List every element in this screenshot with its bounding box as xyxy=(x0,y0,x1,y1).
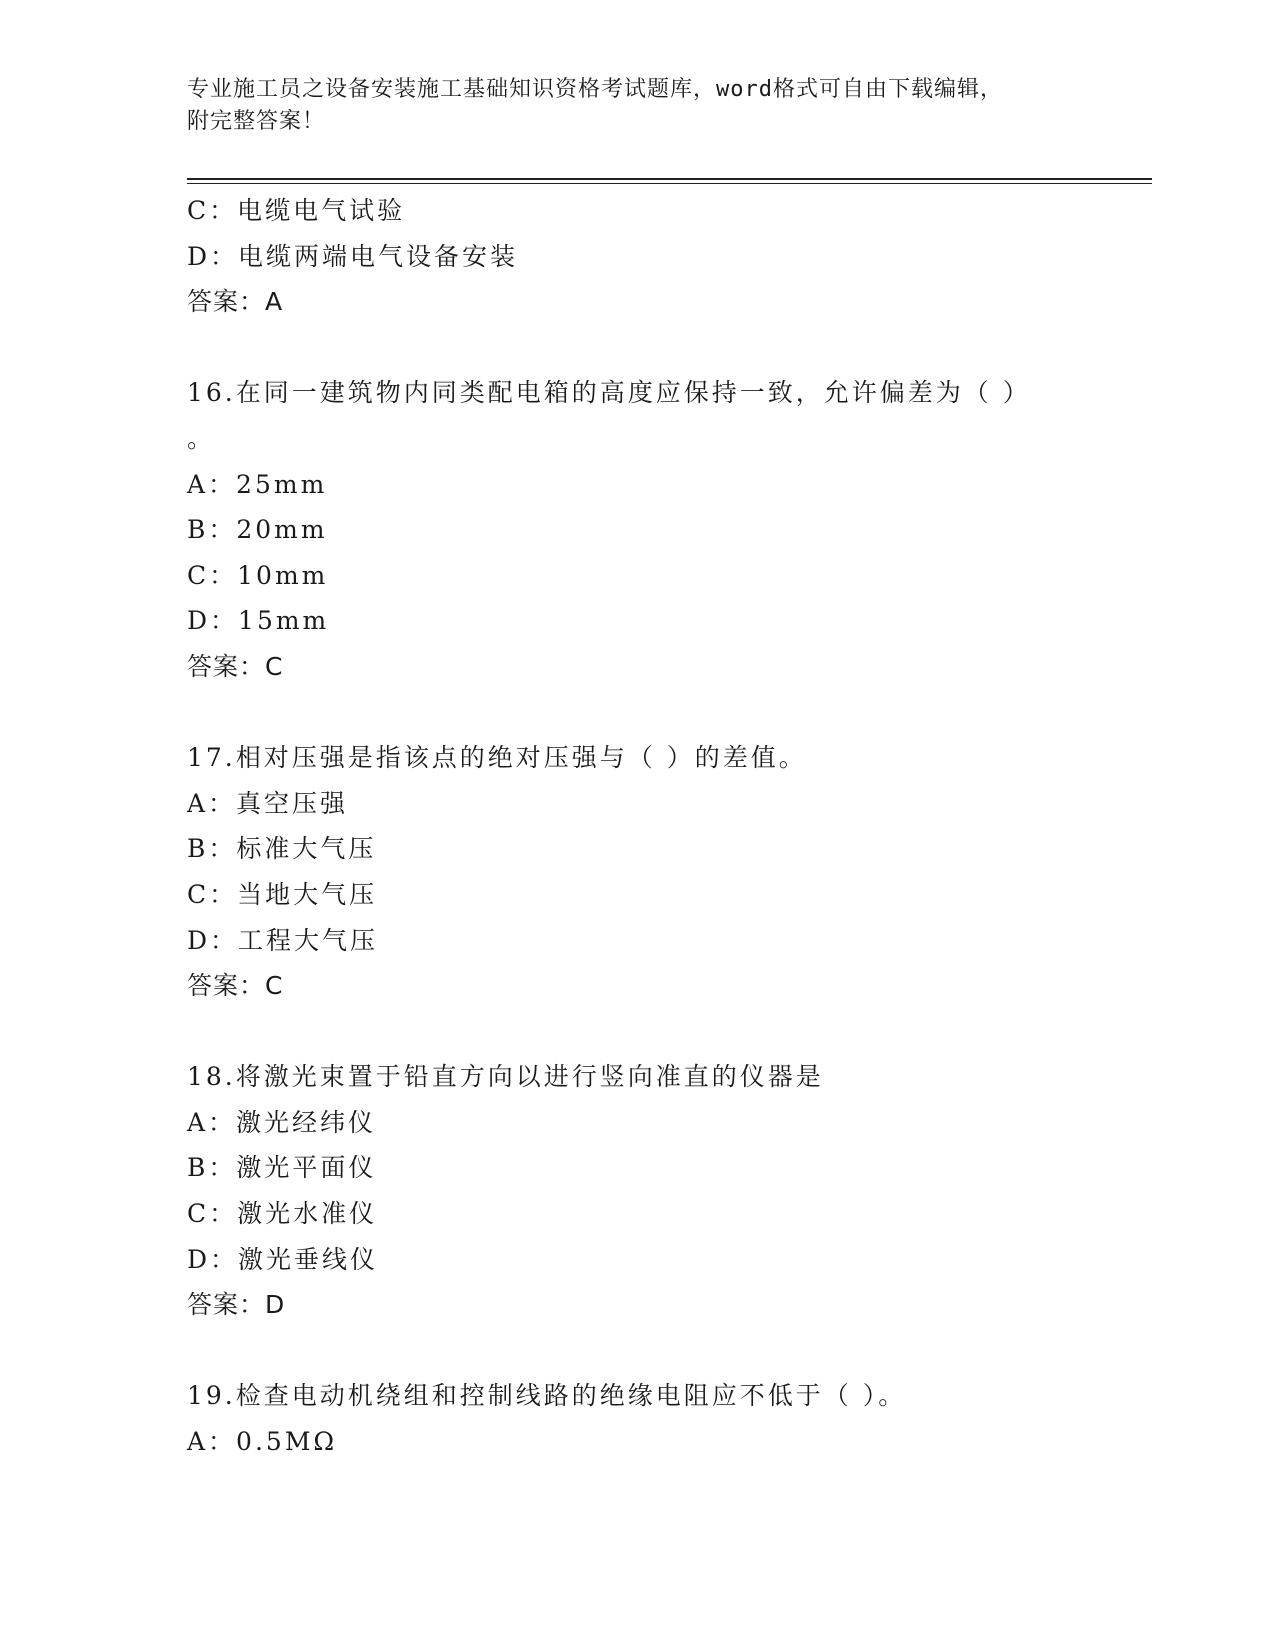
option-b: B：激光平面仪 xyxy=(187,1153,377,1183)
option-c: C：当地大气压 xyxy=(187,879,378,909)
header-line-1: 专业施工员之设备安装施工基础知识资格考试题库，word格式可自由下载编辑， xyxy=(187,77,1003,102)
spacer xyxy=(187,1328,1147,1374)
spacer xyxy=(187,690,1147,736)
option-d: D：激光垂线仪 xyxy=(187,1244,379,1274)
spacer xyxy=(187,325,1147,371)
question-title: 17.相对压强是指该点的绝对压强与（ ）的差值。 xyxy=(187,743,807,773)
option-d: D：工程大气压 xyxy=(187,925,379,955)
question-title: 18.将激光束置于铅直方向以进行竖向准直的仪器是 xyxy=(187,1062,824,1092)
header-rule-thin xyxy=(187,183,1152,184)
header-rule-thick xyxy=(187,178,1152,180)
option-b: B：20mm xyxy=(187,515,328,545)
question-title: 19.检查电动机绕组和控制线路的绝缘电阻应不低于（ ）。 xyxy=(187,1381,907,1411)
option-c: C：电缆电气试验 xyxy=(187,196,406,225)
question-title-line-2: 。 xyxy=(187,423,216,453)
option-a: A：激光经纬仪 xyxy=(187,1107,377,1137)
option-c: C：激光水准仪 xyxy=(187,1199,378,1229)
question-15-tail xyxy=(187,188,1147,325)
option-a: A：0.5MΩ xyxy=(187,1427,338,1457)
option-a: A：真空压强 xyxy=(187,788,349,818)
question-16 xyxy=(187,370,1147,689)
answer-line: 答案：D xyxy=(187,1290,286,1320)
question-18 xyxy=(187,1054,1147,1328)
option-b: B：标准大气压 xyxy=(187,834,377,864)
header-line-2: 附完整答案！ xyxy=(187,109,326,134)
answer-line: 答案：A xyxy=(187,287,284,317)
answer-line: 答案：C xyxy=(187,971,284,1001)
option-c: C：10mm xyxy=(187,560,329,590)
option-d: D：电缆两端电气设备安装 xyxy=(187,241,519,271)
answer-line: 答案：C xyxy=(187,651,284,681)
question-19 xyxy=(187,1373,1147,1464)
option-a: A：25mm xyxy=(187,469,328,499)
spacer xyxy=(187,1009,1147,1055)
question-list xyxy=(187,188,1147,1465)
document-header xyxy=(187,74,1067,138)
question-17 xyxy=(187,735,1147,1009)
question-title-line-1: 16.在同一建筑物内同类配电箱的高度应保持一致，允许偏差为（ ） xyxy=(187,378,1031,408)
option-d: D：15mm xyxy=(187,606,330,636)
